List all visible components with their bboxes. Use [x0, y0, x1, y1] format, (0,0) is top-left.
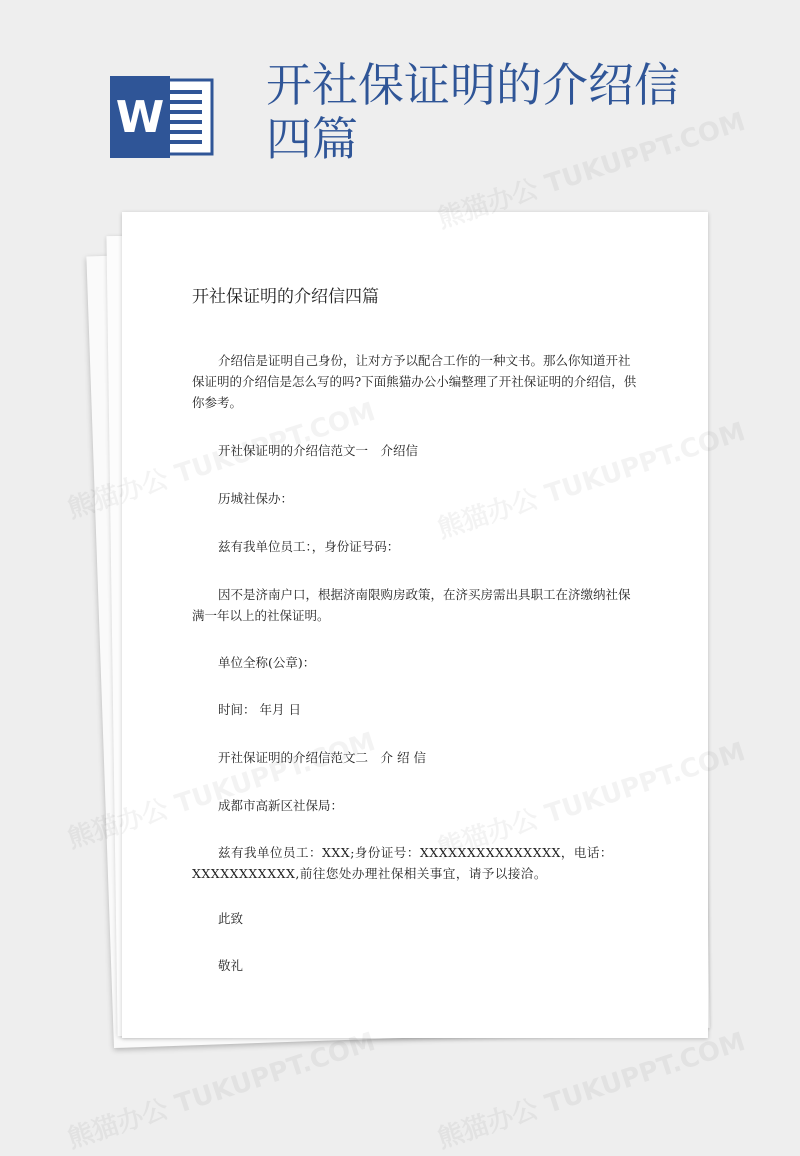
company-name-line: 单位全称(公章)：: [218, 655, 316, 670]
reason-paragraph: 因不是济南户口，根据济南限购房政策，在济买房需出具职工在济缴纳社保满一年以上的社保证明。: [192, 587, 631, 623]
document-page: [122, 212, 708, 1038]
word-app-icon: [110, 76, 214, 158]
employee-line-two: 兹有我单位员工：XXX;身份证号：XXXXXXXXXXXXXXX，电话：XXXXXXXXXXX,前往您处办理社保相关事宜，请予以接洽。: [192, 845, 613, 881]
word-icon-letter: W: [115, 92, 165, 143]
closing-jingli: 敬礼: [218, 958, 244, 973]
watermark: [432, 1021, 749, 1156]
employee-line-one: 兹有我单位员工：，身份证号码：: [218, 539, 400, 554]
intro-paragraph: 介绍信是证明自己身份，让对方予以配合工作的一种文书。那么你知道开社保证明的介绍信是怎么写的吗?下面熊猫办公小编整理了开社保证明的介绍信，供你参考。: [192, 353, 637, 410]
page-title: 开社保证明的介绍信四篇: [266, 58, 680, 166]
sample-two-heading: 开社保证明的介绍信范文二 介 绍 信: [218, 750, 426, 765]
date-line: 时间： 年月 日: [218, 702, 301, 717]
document-title: 开社保证明的介绍信四篇: [192, 287, 379, 307]
addressee-one: 历城社保办：: [218, 491, 294, 506]
addressee-two: 成都市高新区社保局：: [218, 798, 344, 813]
closing-zhici: 此致: [218, 911, 244, 926]
sample-one-heading: 开社保证明的介绍信范文一 介绍信: [218, 443, 419, 458]
